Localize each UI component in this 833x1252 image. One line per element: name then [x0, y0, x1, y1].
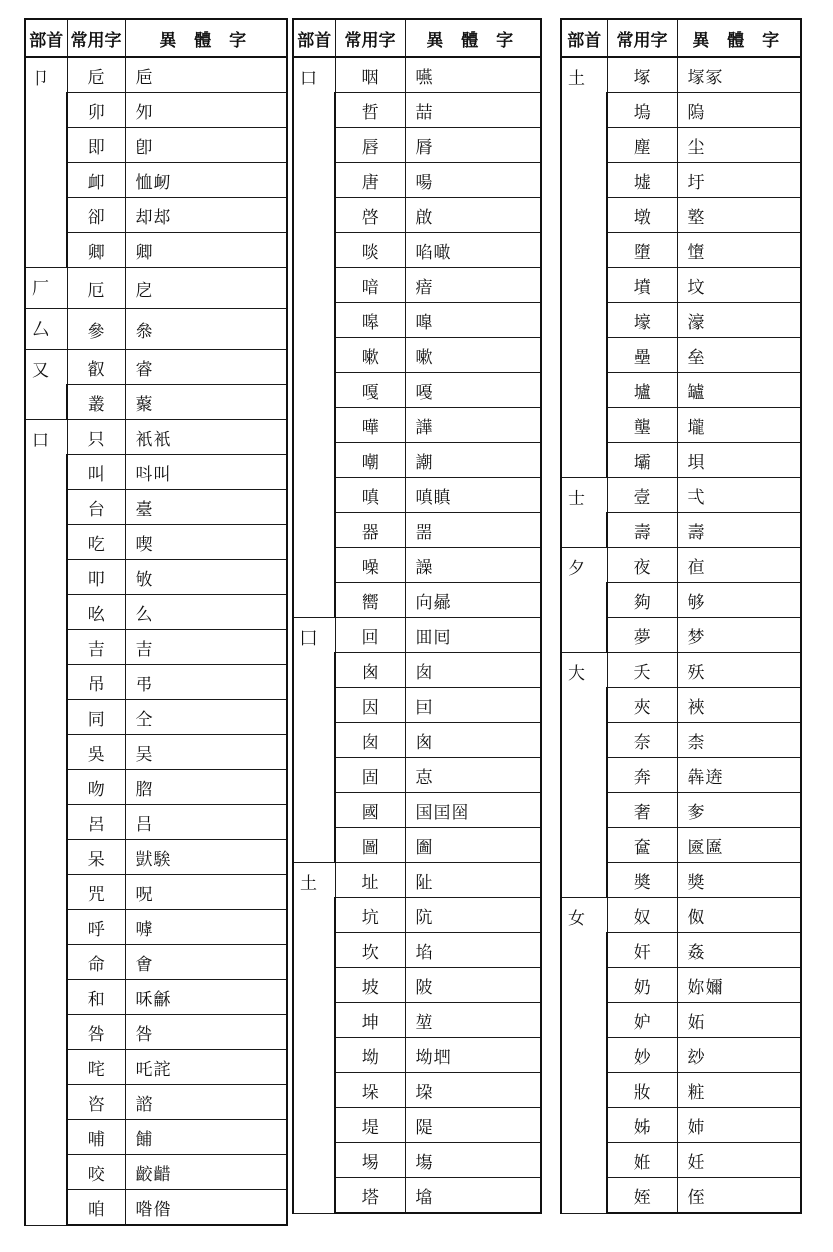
variant-character-cell: 亱 — [677, 548, 801, 583]
header-common: 常用字 — [607, 19, 677, 57]
common-character-cell: 壟 — [607, 408, 677, 443]
variant-character-cell: 囬囘 — [405, 618, 541, 653]
header-common: 常用字 — [335, 19, 405, 57]
common-character-cell: 因 — [335, 688, 405, 723]
table-row — [561, 478, 801, 513]
variant-character-cell: 呪 — [125, 875, 287, 910]
variant-character-cell: 嘷 — [405, 303, 541, 338]
variant-character-cell: 犇逩 — [677, 758, 801, 793]
variant-character-cell: 梦 — [677, 618, 801, 653]
common-character-cell: 命 — [67, 945, 125, 980]
common-character-cell: 噪 — [335, 548, 405, 583]
variant-character-cell: 弔 — [125, 665, 287, 700]
common-character-cell: 吃 — [67, 525, 125, 560]
common-character-cell: 夾 — [607, 688, 677, 723]
variant-character-cell: 坳垇 — [405, 1038, 541, 1073]
variant-character-cell: 罏 — [677, 373, 801, 408]
common-character-cell: 卿 — [67, 233, 125, 268]
common-character-cell: 奶 — [607, 968, 677, 1003]
common-character-cell: 卯 — [67, 93, 125, 128]
variant-character-cell: 啺 — [405, 163, 541, 198]
variant-character-cell: 囪 — [405, 723, 541, 758]
variant-character-cell: 垒 — [677, 338, 801, 373]
variant-character-cell: 奓 — [677, 793, 801, 828]
radical-cell: 厶 — [25, 309, 67, 350]
variant-character-cell: 侄 — [677, 1178, 801, 1214]
variant-character-cell: 殀 — [677, 653, 801, 688]
variant-character-cell: 弌 — [677, 478, 801, 513]
variant-character-cell: 嘠 — [405, 373, 541, 408]
common-character-cell: 夜 — [607, 548, 677, 583]
common-character-cell: 奈 — [607, 723, 677, 758]
variant-character-cell: 壠 — [677, 408, 801, 443]
variant-character-cell: 吒詫 — [125, 1050, 287, 1085]
variant-character-cell: 嘑 — [125, 910, 287, 945]
common-character-cell: 囪 — [335, 653, 405, 688]
common-character-cell: 夭 — [607, 653, 677, 688]
common-character-cell: 叡 — [67, 350, 125, 385]
variant-character-cell: 塜冢 — [677, 57, 801, 93]
column-block-2 — [292, 18, 542, 1214]
common-character-cell: 壕 — [607, 303, 677, 338]
common-character-cell: 壘 — [607, 338, 677, 373]
variant-character-cell: 囱 — [405, 653, 541, 688]
common-character-cell: 塔 — [335, 1178, 405, 1214]
header-variant: 異 體 字 — [125, 19, 287, 57]
radical-cell: 夕 — [561, 548, 607, 653]
common-character-cell: 壩 — [607, 443, 677, 478]
common-character-cell: 奴 — [607, 898, 677, 933]
variant-character-cell: 瘖 — [405, 268, 541, 303]
variant-character-cell: 仝 — [125, 700, 287, 735]
variant-character-cell: 怘 — [405, 758, 541, 793]
common-character-cell: 咬 — [67, 1155, 125, 1190]
radical-cell: 土 — [293, 863, 335, 1214]
common-character-cell: 圖 — [335, 828, 405, 863]
variant-character-cell: 藂 — [125, 385, 287, 420]
variant-character-cell: 妳嬭 — [677, 968, 801, 1003]
header-variant: 異 體 字 — [677, 19, 801, 57]
variant-character-cell: 垻 — [677, 443, 801, 478]
variant-character-cell: 臺 — [125, 490, 287, 525]
variant-character-cell: 墯 — [677, 233, 801, 268]
variant-character-cell: 呌叫 — [125, 455, 287, 490]
common-character-cell: 咤 — [67, 1050, 125, 1085]
common-character-cell: 塚 — [607, 57, 677, 93]
common-character-cell: 只 — [67, 420, 125, 455]
variant-character-cell: 卽 — [125, 128, 287, 163]
common-character-cell: 奸 — [607, 933, 677, 968]
common-character-cell: 咎 — [67, 1015, 125, 1050]
common-character-cell: 囱 — [335, 723, 405, 758]
table-row — [293, 57, 541, 93]
common-character-cell: 墳 — [607, 268, 677, 303]
variant-character-cell: 咊龢 — [125, 980, 287, 1015]
variant-character-cell: 堃 — [405, 1003, 541, 1038]
common-character-cell: 同 — [67, 700, 125, 735]
variant-character-cell: 隄 — [405, 1108, 541, 1143]
variant-character-cell: 阬 — [405, 898, 541, 933]
common-character-cell: 塢 — [607, 93, 677, 128]
variant-character-cell: 埳 — [405, 933, 541, 968]
variant-character-cell: 么 — [125, 595, 287, 630]
variant-character-cell: 噐 — [405, 513, 541, 548]
variant-character-cell: 叅 — [125, 309, 287, 350]
table-row — [25, 350, 287, 385]
variant-character-cell: 塲 — [405, 1143, 541, 1178]
common-character-cell: 墮 — [607, 233, 677, 268]
variant-character-cell: 裌 — [677, 688, 801, 723]
variant-character-cell: 咎 — [125, 1015, 287, 1050]
common-character-cell: 姪 — [607, 1178, 677, 1214]
common-character-cell: 奔 — [607, 758, 677, 793]
common-character-cell: 姊 — [607, 1108, 677, 1143]
radical-cell: 口 — [293, 57, 335, 618]
variant-character-cell: 玅 — [677, 1038, 801, 1073]
variant-character-cell: 諮 — [125, 1085, 287, 1120]
common-character-cell: 唐 — [335, 163, 405, 198]
radical-cell: 大 — [561, 653, 607, 898]
variant-character-cell: 吕 — [125, 805, 287, 840]
common-character-cell: 嘲 — [335, 443, 405, 478]
common-character-cell: 妝 — [607, 1073, 677, 1108]
common-character-cell: 咒 — [67, 875, 125, 910]
variant-character-cell: 睿 — [125, 350, 287, 385]
variant-character-cell: 向曏 — [405, 583, 541, 618]
table-row — [293, 618, 541, 653]
radical-cell: 卩 — [25, 57, 67, 268]
radical-cell: 口 — [25, 420, 67, 1226]
common-character-cell: 坎 — [335, 933, 405, 968]
header-common: 常用字 — [67, 19, 125, 57]
radical-cell: 士 — [561, 478, 607, 548]
common-character-cell: 咽 — [335, 57, 405, 93]
variant-character-cell: 喒偺 — [125, 1190, 287, 1226]
variant-character-cell: 墪 — [677, 198, 801, 233]
common-character-cell: 夠 — [607, 583, 677, 618]
variant-character-cell: 㑹 — [125, 945, 287, 980]
variant-character-cell: 妊 — [677, 1143, 801, 1178]
common-character-cell: 壽 — [607, 513, 677, 548]
common-character-cell: 嘩 — [335, 408, 405, 443]
common-character-cell: 嗥 — [335, 303, 405, 338]
common-character-cell: 參 — [67, 309, 125, 350]
variant-character-cell: 嚥 — [405, 57, 541, 93]
variant-character-cell: 柰 — [677, 723, 801, 758]
common-character-cell: 垛 — [335, 1073, 405, 1108]
common-character-cell: 國 — [335, 793, 405, 828]
variant-character-cell: 譟 — [405, 548, 541, 583]
variant-character-cell: 脗 — [125, 770, 287, 805]
common-character-cell: 唇 — [335, 128, 405, 163]
common-character-cell: 啖 — [335, 233, 405, 268]
variant-character-cell: 壽 — [677, 513, 801, 548]
common-character-cell: 奢 — [607, 793, 677, 828]
common-character-cell: 叩 — [67, 560, 125, 595]
variant-character-cell: 夘 — [125, 93, 287, 128]
table-row — [561, 57, 801, 93]
common-character-cell: 卮 — [67, 57, 125, 93]
variant-character-cell: 喫 — [125, 525, 287, 560]
variant-character-cell: 嗔瞋 — [405, 478, 541, 513]
header-radical: 部首 — [293, 19, 335, 57]
variant-character-cell: 譁 — [405, 408, 541, 443]
common-character-cell: 吊 — [67, 665, 125, 700]
common-character-cell: 咨 — [67, 1085, 125, 1120]
variant-character-cell: 够 — [677, 583, 801, 618]
variant-character-cell: 匳匲 — [677, 828, 801, 863]
table-row — [293, 863, 541, 898]
common-character-cell: 卻 — [67, 198, 125, 233]
common-character-cell: 嗽 — [335, 338, 405, 373]
radical-cell: 女 — [561, 898, 607, 1214]
table-row — [25, 57, 287, 93]
common-character-cell: 夢 — [607, 618, 677, 653]
radical-cell: 囗 — [293, 618, 335, 863]
common-character-cell: 器 — [335, 513, 405, 548]
common-character-cell: 吆 — [67, 595, 125, 630]
variant-character-cell: 嗽 — [405, 338, 541, 373]
variant-character-cell: 啟 — [405, 198, 541, 233]
header-row — [25, 19, 287, 57]
variant-character-cell: 濠 — [677, 303, 801, 338]
common-character-cell: 姙 — [607, 1143, 677, 1178]
header-row — [293, 19, 541, 57]
variant-character-cell: 脣 — [405, 128, 541, 163]
common-character-cell: 吉 — [67, 630, 125, 665]
radical-cell: 土 — [561, 57, 607, 478]
variant-character-cell: 姉 — [677, 1108, 801, 1143]
radical-cell: 又 — [25, 350, 67, 420]
variant-character-cell: 姦 — [677, 933, 801, 968]
table-row — [25, 309, 287, 350]
variant-character-cell: 圗 — [405, 828, 541, 863]
table-row — [561, 898, 801, 933]
variant-character-cell: 隖 — [677, 93, 801, 128]
variant-character-cell: 国囯囶 — [405, 793, 541, 828]
common-character-cell: 和 — [67, 980, 125, 1015]
variant-character-cell: 尘 — [677, 128, 801, 163]
common-character-cell: 呆 — [67, 840, 125, 875]
variant-character-cell: 坟 — [677, 268, 801, 303]
header-radical: 部首 — [25, 19, 67, 57]
common-character-cell: 妒 — [607, 1003, 677, 1038]
variant-character-cell: 恤衂 — [125, 163, 287, 198]
header-radical: 部首 — [561, 19, 607, 57]
common-character-cell: 嘎 — [335, 373, 405, 408]
variant-character-cell: 獃騃 — [125, 840, 287, 875]
common-character-cell: 址 — [335, 863, 405, 898]
common-character-cell: 奩 — [607, 828, 677, 863]
variant-character-cell: 衹衹 — [125, 420, 287, 455]
common-character-cell: 坡 — [335, 968, 405, 1003]
common-character-cell: 喑 — [335, 268, 405, 303]
common-character-cell: 壹 — [607, 478, 677, 513]
table-row — [561, 653, 801, 688]
common-character-cell: 堤 — [335, 1108, 405, 1143]
common-character-cell: 叢 — [67, 385, 125, 420]
common-character-cell: 妙 — [607, 1038, 677, 1073]
common-character-cell: 台 — [67, 490, 125, 525]
common-character-cell: 厄 — [67, 268, 125, 309]
variant-character-cell: 伮 — [677, 898, 801, 933]
common-character-cell: 坳 — [335, 1038, 405, 1073]
variant-character-cell: 阯 — [405, 863, 541, 898]
common-character-cell: 坤 — [335, 1003, 405, 1038]
variant-character-cell: 陂 — [405, 968, 541, 1003]
common-character-cell: 坑 — [335, 898, 405, 933]
header-variant: 異 體 字 — [405, 19, 541, 57]
common-character-cell: 墟 — [607, 163, 677, 198]
common-character-cell: 固 — [335, 758, 405, 793]
radical-cell: 厂 — [25, 268, 67, 309]
variant-character-cell: 啗噉 — [405, 233, 541, 268]
common-character-cell: 呂 — [67, 805, 125, 840]
variant-character-cell: 巵 — [125, 57, 287, 93]
header-row — [561, 19, 801, 57]
common-character-cell: 呼 — [67, 910, 125, 945]
common-character-cell: 嚮 — [335, 583, 405, 618]
variant-character-cell: 敂 — [125, 560, 287, 595]
common-character-cell: 嗔 — [335, 478, 405, 513]
variant-character-cell: 圩 — [677, 163, 801, 198]
common-character-cell: 即 — [67, 128, 125, 163]
variant-character-cell: 獎 — [677, 863, 801, 898]
table-row — [561, 548, 801, 583]
variant-character-cell: 吉 — [125, 630, 287, 665]
common-character-cell: 吳 — [67, 735, 125, 770]
variant-character-cell: 謿 — [405, 443, 541, 478]
column-block-3 — [560, 18, 802, 1214]
variant-character-cell: 齩齰 — [125, 1155, 287, 1190]
variant-character-cell: 戹 — [125, 268, 287, 309]
variant-character-cell: 妬 — [677, 1003, 801, 1038]
column-block-1 — [24, 18, 288, 1226]
variant-character-cell: 粧 — [677, 1073, 801, 1108]
variant-character-cell: 喆 — [405, 93, 541, 128]
common-character-cell: 奬 — [607, 863, 677, 898]
table-row — [25, 420, 287, 455]
variant-character-cell: 墖 — [405, 1178, 541, 1214]
variant-character-cell: 餔 — [125, 1120, 287, 1155]
common-character-cell: 吻 — [67, 770, 125, 805]
variant-character-cell: 吴 — [125, 735, 287, 770]
common-character-cell: 回 — [335, 618, 405, 653]
common-character-cell: 哲 — [335, 93, 405, 128]
common-character-cell: 埸 — [335, 1143, 405, 1178]
common-character-cell: 啓 — [335, 198, 405, 233]
variant-character-cell: 卿 — [125, 233, 287, 268]
variant-character-cell: 垜 — [405, 1073, 541, 1108]
common-character-cell: 叫 — [67, 455, 125, 490]
table-row — [25, 268, 287, 309]
common-character-cell: 咱 — [67, 1190, 125, 1226]
common-character-cell: 墩 — [607, 198, 677, 233]
common-character-cell: 哺 — [67, 1120, 125, 1155]
common-character-cell: 塵 — [607, 128, 677, 163]
variant-character-cell: 囙 — [405, 688, 541, 723]
common-character-cell: 壚 — [607, 373, 677, 408]
common-character-cell: 卹 — [67, 163, 125, 198]
variant-character-cell: 却𨚫 — [125, 198, 287, 233]
